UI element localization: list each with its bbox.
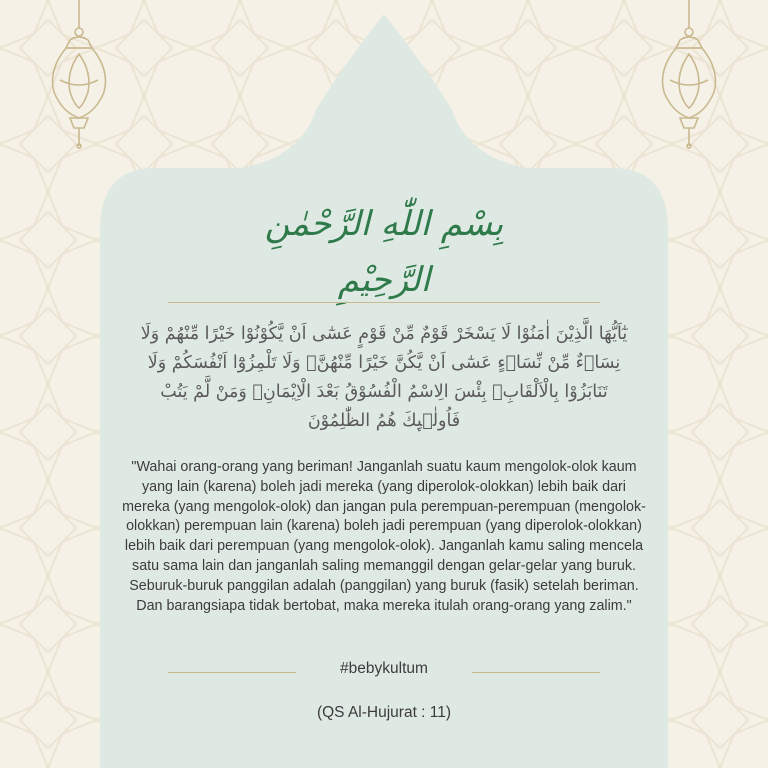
hashtag-divider-right <box>472 672 600 673</box>
hashtag: #bebykultum <box>340 660 428 677</box>
top-divider <box>168 302 600 303</box>
hashtag-divider-left <box>168 672 296 673</box>
verse-translation: "Wahai orang-orang yang beriman! Janganlah suatu kaum mengolok-olok kaum yang lain (karena) boleh jadi mereka (yang diperolok-olokkan) lebih baik dari mereka (yang mengolok-olok) dan jangan pula perempuan-perempuan (mengolok-olokkan) perempuan lain (karena) boleh jadi perempuan (yang diperolok-olokkan) lebih baik dari perempuan (yang mengolok-olok). Janganlah kamu saling mencela satu sama lain dan janganlah saling memanggil dengan gelar-gelar yang buruk. Seburuk-buruk panggilan adalah (panggilan) yang buruk (fasik) setelah beriman. Dan barangsiapa tidak bertobat, maka mereka itulah orang-orang yang zalim." <box>122 459 646 614</box>
hanging-lantern-icon <box>650 0 728 150</box>
bismillah-calligraphy: بِسْمِ اللّٰهِ الرَّحْمٰنِ الرَّحِيْمِ <box>264 204 504 300</box>
verse-arabic: يٰٓاَيُّهَا الَّذِيْنَ اٰمَنُوْا لَا يَسْخَرْ قَوْمٌ مِّنْ قَوْمٍ عَسٰٓى اَنْ يَّكُوْنُوْا خَيْرًا مِّنْهُمْ وَلَا نِسَاۤءٌ مِّنْ نِّسَاۤءٍ عَسٰٓى اَنْ يَّكُنَّ خَيْرًا مِّنْهُنَّۚ وَلَا تَلْمِزُوْٓا اَنْفُسَكُمْ وَلَا تَنَابَزُوْا بِالْاَلْقَابِۗ بِئْسَ الِاسْمُ الْفُسُوْقُ بَعْدَ الْاِيْمَانِۚ وَمَنْ لَّمْ يَتُبْ فَاُولٰۤىِٕكَ هُمُ الظّٰلِمُوْنَ <box>140 324 628 431</box>
hanging-lantern-icon <box>40 0 118 150</box>
verse-reference: (QS Al-Hujurat : 11) <box>316 704 452 721</box>
